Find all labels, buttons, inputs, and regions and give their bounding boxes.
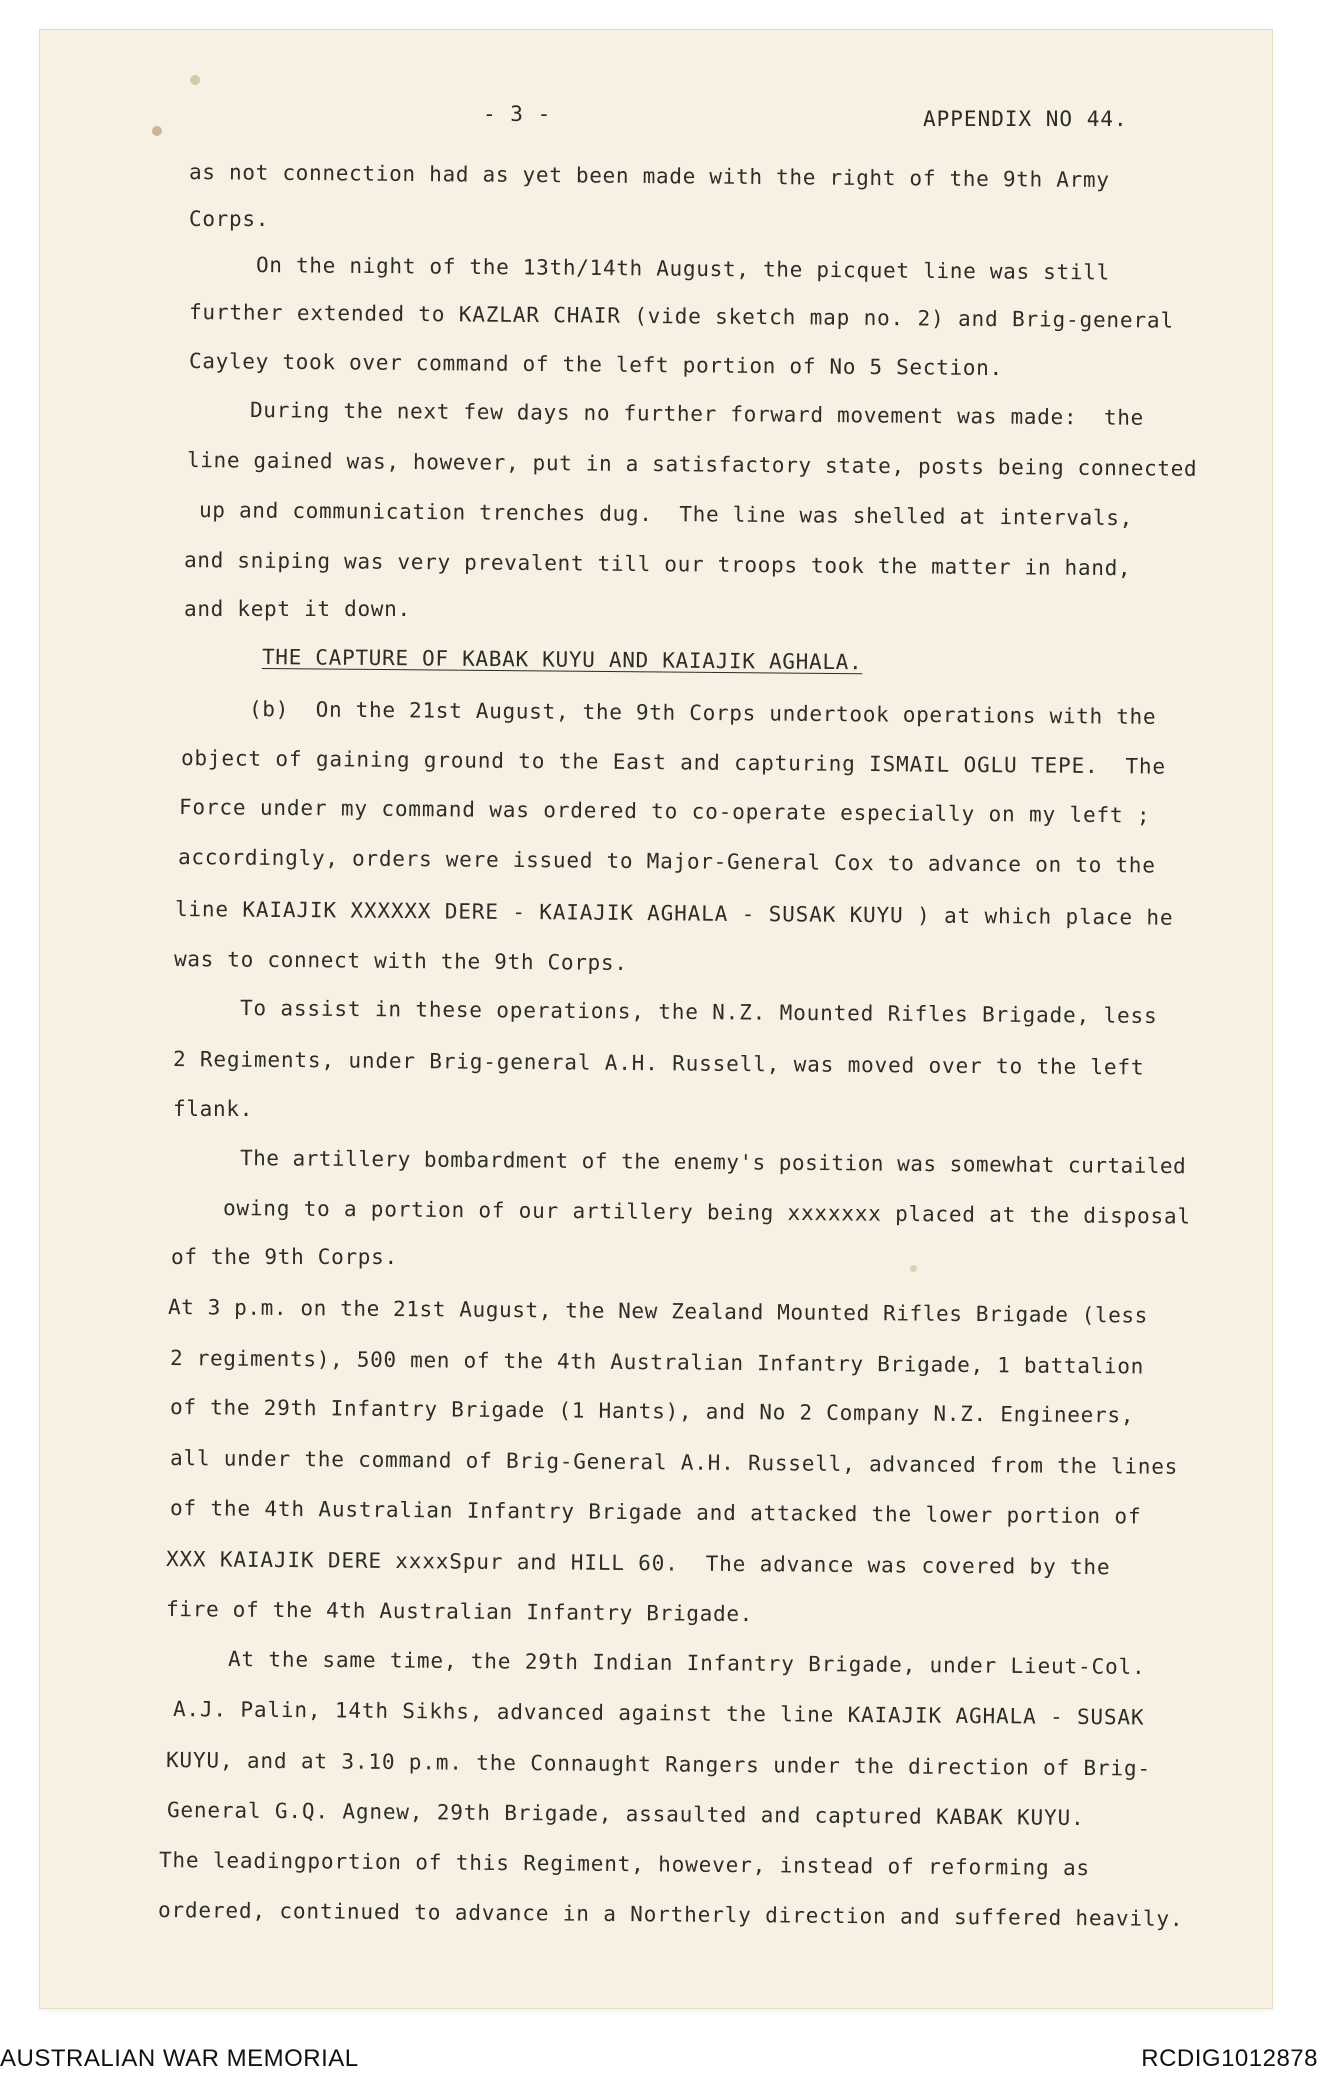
text-line: flank. xyxy=(173,1097,254,1121)
text-line: A.J. Palin, 14th Sikhs, advanced against the line KAIAJIK AGHALA - SUSAK xyxy=(172,1697,1145,1730)
text-line: (b) On the 21st August, the 9th Corps undertook operations with the xyxy=(248,697,1157,729)
text-line: KUYU, and at 3.10 p.m. the Connaught Rangers under the direction of Brig- xyxy=(165,1748,1152,1781)
text-line: General G.Q. Agnew, 29th Brigade, assaulted and captured KABAK KUYU. xyxy=(166,1798,1085,1831)
text-line: accordingly, orders were issued to Major-General Cox to advance on to the xyxy=(177,845,1156,878)
text-line: Force under my command was ordered to co-operate especially on my left ; xyxy=(178,795,1151,828)
text-line: of the 29th Infantry Brigade (1 Hants), and No 2 Company N.Z. Engineers, xyxy=(169,1395,1135,1428)
text-line: object of gaining ground to the East and capturing ISMAIL OGLU TEPE. The xyxy=(180,746,1167,779)
text-line: The leadingportion of this Regiment, however, instead of reforming as xyxy=(158,1848,1091,1881)
page-number: - 3 - xyxy=(483,102,552,126)
text-line: XXX KAIAJIK DERE xxxxSpur and HILL 60. The advance was covered by the xyxy=(165,1547,1111,1580)
text-line: all under the command of Brig-General A.H. Russell, advanced from the lines xyxy=(169,1446,1179,1479)
text-line: line KAIAJIK XXXXXX DERE - KAIAJIK AGHALA - SUSAK KUYU ) at which place he xyxy=(174,897,1174,930)
section-heading: THE CAPTURE OF KABAK KUYU AND KAIAJIK AGHALA. xyxy=(261,645,863,675)
text-line: 2 regiments), 500 men of the 4th Australian Infantry Brigade, 1 battalion xyxy=(169,1346,1145,1379)
footer-institution: AUSTRALIAN WAR MEMORIAL xyxy=(0,2045,359,2072)
text-line: and kept it down. xyxy=(184,597,411,621)
text-line: During the next few days no further forward movement was made: the xyxy=(249,398,1145,430)
text-line: At the same time, the 29th Indian Infantry Brigade, under Lieut-Col. xyxy=(227,1647,1146,1680)
text-line: To assist in these operations, the N.Z. Mounted Rifles Brigade, less xyxy=(239,996,1158,1029)
text-line: of the 4th Australian Infantry Brigade and attacked the lower portion of xyxy=(169,1496,1142,1529)
text-line: Cayley took over command of the left portion of No 5 Section. xyxy=(188,349,1004,381)
text-line: as not connection had as yet been made with the right of the 9th Army xyxy=(188,160,1110,193)
text-line: At 3 p.m. on the 21st August, the New Zealand Mounted Rifles Brigade (less xyxy=(167,1295,1149,1328)
text-line: was to connect with the 9th Corps. xyxy=(173,947,628,975)
text-line: On the night of the 13th/14th August, the picquet line was still xyxy=(255,253,1111,285)
text-line: fire of the 4th Australian Infantry Brigade. xyxy=(165,1597,754,1627)
paper-stain xyxy=(190,75,200,85)
text-line: up and communication trenches dug. The line was shelled at intervals, xyxy=(198,498,1134,531)
text-line: further extended to KAZLAR CHAIR (vide sketch map no. 2) and Brig-general xyxy=(188,300,1175,333)
text-line: and sniping was very prevalent till our troops took the matter in hand, xyxy=(183,548,1132,581)
text-line: ordered, continued to advance in a Northerly direction and suffered heavily. xyxy=(157,1898,1184,1931)
footer-record-id: RCDIG1012878 xyxy=(1141,2045,1318,2072)
paper-stain xyxy=(910,1265,917,1272)
text-line: 2 Regiments, under Brig-general A.H. Russell, was moved over to the left xyxy=(172,1047,1145,1080)
text-line: The artillery bombardment of the enemy's position was somewhat curtailed xyxy=(239,1146,1187,1179)
appendix-label: APPENDIX NO 44. xyxy=(923,107,1128,131)
text-line: owing to a portion of our artillery being xxxxxxx placed at the disposal xyxy=(222,1196,1191,1229)
text-line: line gained was, however, put in a satisfactory state, posts being connected xyxy=(186,448,1198,481)
text-line: Corps. xyxy=(189,207,270,231)
paper-stain xyxy=(152,126,162,136)
text-line: of the 9th Corps. xyxy=(171,1245,398,1269)
